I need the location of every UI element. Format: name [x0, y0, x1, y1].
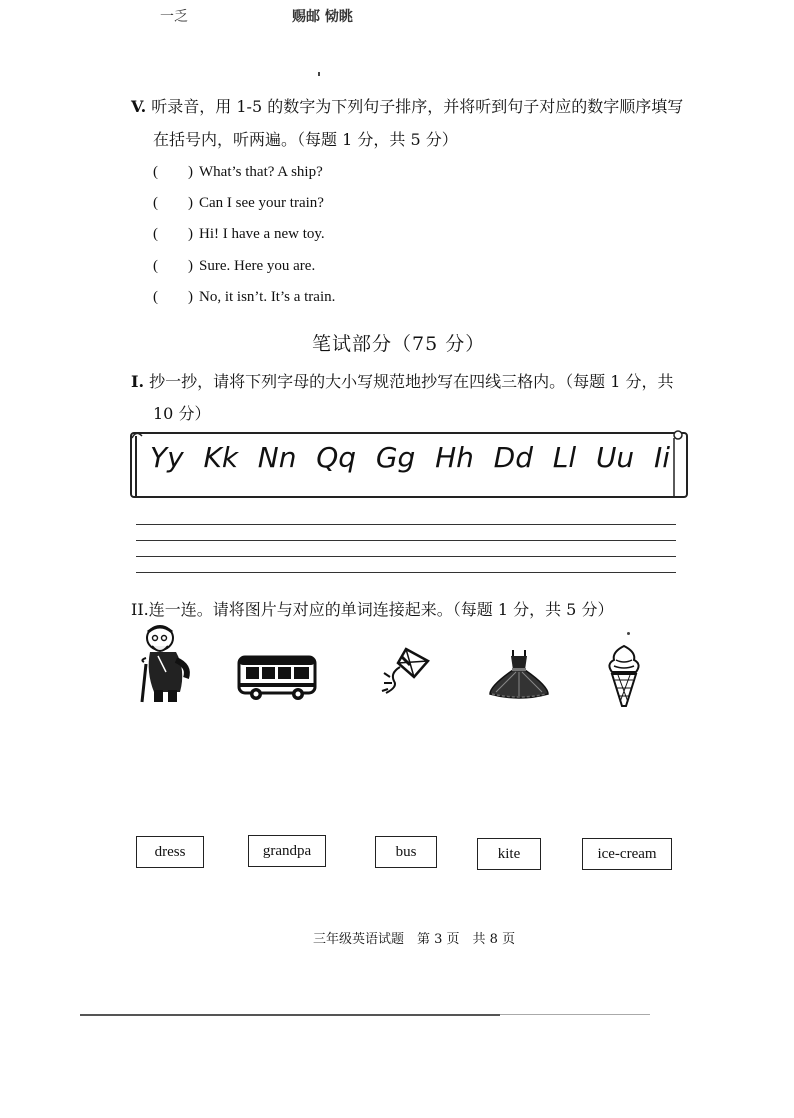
match-section-number: II. — [131, 600, 149, 619]
answer-blank[interactable]: ( ) — [153, 195, 193, 211]
copy-instruction-text: 抄一抄，请将下列字母的大小写规范地抄写在四线三格内。（每题 1 分，共 — [149, 372, 674, 391]
letter-pair: Qq — [316, 441, 357, 474]
match-instruction-text: 连一连。请将图片与对应的单词连接起来。（每题 1 分，共 5 分） — [148, 600, 614, 619]
listening-instruction-line1 — [131, 94, 683, 117]
word-box-bus[interactable]: bus — [375, 836, 437, 868]
copy-section-number: I. — [131, 372, 145, 391]
writing-line-2[interactable] — [136, 540, 676, 541]
sentence-text: Sure. Here you are. — [199, 258, 316, 274]
letter-pairs — [150, 441, 670, 474]
listening-instruction-text: 听录音，用 1-5 的数字为下列句子排序，并将听到句子对应的数字顺序填写 — [151, 97, 684, 116]
copy-instruction-line2: 10 分） — [153, 404, 211, 423]
word-box-dress[interactable]: dress — [136, 836, 204, 868]
written-part-title: 笔试部分（75 分） — [312, 333, 486, 355]
letter-pair: Gg — [375, 441, 416, 474]
listening-section-number: V. — [131, 97, 147, 116]
letter-pair: Hh — [435, 441, 474, 474]
listening-item — [153, 285, 335, 306]
match-instruction — [131, 597, 613, 620]
writing-line-1[interactable] — [136, 524, 676, 525]
word-box-grandpa[interactable]: grandpa — [248, 835, 326, 867]
page-footer: 三年级英语试题 第 3 页 共 8 页 — [313, 932, 516, 947]
scan-edge-line-faint — [500, 1014, 650, 1015]
letter-pair: Dd — [493, 441, 534, 474]
copy-instruction-line1 — [131, 369, 674, 392]
header-fragment-center: 赐邮 恸眺 — [292, 9, 353, 25]
listening-item — [153, 222, 325, 243]
writing-line-4[interactable] — [136, 572, 676, 573]
letter-pair: Nn — [257, 441, 297, 474]
dress-picture[interactable] — [486, 648, 552, 700]
sentence-text: Hi! I have a new toy. — [199, 226, 325, 242]
letter-pair: Uu — [595, 441, 635, 474]
word-box-kite[interactable]: kite — [477, 838, 541, 870]
letter-pair: Ii — [653, 441, 670, 474]
answer-blank[interactable]: ( ) — [153, 258, 193, 274]
sentence-text: What’s that? A ship? — [199, 164, 323, 180]
bus-picture[interactable] — [236, 653, 318, 703]
listening-item — [153, 191, 324, 212]
answer-blank[interactable]: ( ) — [153, 164, 193, 180]
ice-cream-picture[interactable] — [606, 644, 642, 710]
letter-pair: Ll — [552, 441, 577, 474]
scan-speck — [627, 632, 630, 635]
letter-pair: Kk — [203, 441, 239, 474]
grandpa-picture[interactable] — [136, 622, 198, 704]
listening-item — [153, 160, 323, 181]
answer-blank[interactable]: ( ) — [153, 289, 193, 305]
sentence-text: No, it isn’t. It’s a train. — [199, 289, 336, 305]
writing-line-3[interactable] — [136, 556, 676, 557]
kite-picture[interactable] — [376, 643, 432, 699]
sentence-text: Can I see your train? — [199, 195, 324, 211]
answer-blank[interactable]: ( ) — [153, 226, 193, 242]
scan-speck — [318, 72, 320, 76]
header-fragment-left: 一乏 — [160, 9, 188, 25]
listening-instruction-line2: 在括号内，听两遍。（每题 1 分，共 5 分） — [153, 130, 458, 149]
letter-pair: Yy — [150, 441, 184, 474]
scan-edge-line — [80, 1014, 500, 1016]
word-box-ice-cream[interactable]: ice-cream — [582, 838, 672, 870]
listening-item — [153, 254, 315, 275]
